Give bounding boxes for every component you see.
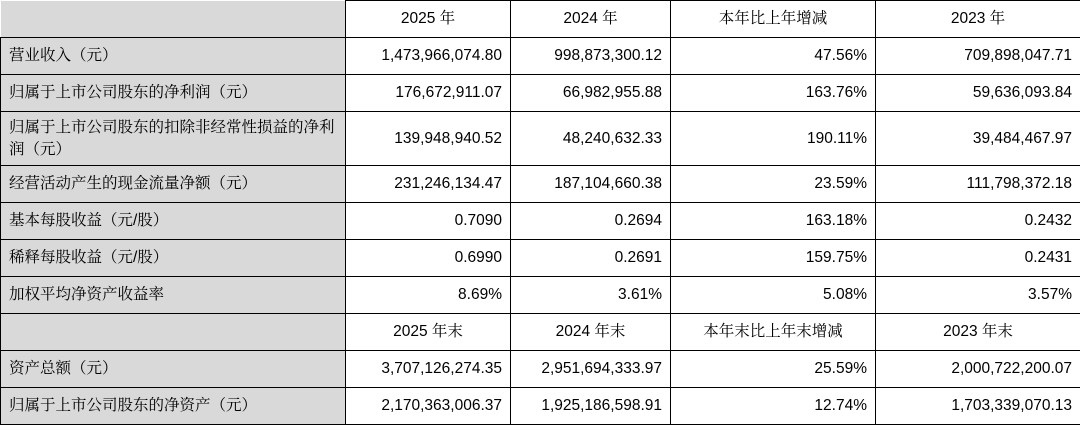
row-value-2025: 139,948,940.52 <box>346 112 511 166</box>
table-row <box>1 38 1080 75</box>
header-cell-2025: 2025 年 <box>346 1 511 38</box>
row-label: 加权平均净资产收益率 <box>1 277 346 314</box>
row-label: 稀释每股收益（元/股） <box>1 240 346 277</box>
header-cell-2023: 2023 年 <box>876 1 1080 38</box>
row-label: 归属于上市公司股东的净资产（元） <box>1 388 346 425</box>
row-value-change: 12.74% <box>671 388 876 425</box>
row-value-2023: 709,898,047.71 <box>876 38 1080 75</box>
row-value-2024-end: 2,951,694,333.97 <box>511 351 671 388</box>
row-value-2024-end: 1,925,186,598.91 <box>511 388 671 425</box>
table-row <box>1 203 1080 240</box>
row-value-2023: 0.2431 <box>876 240 1080 277</box>
row-value-2024: 48,240,632.33 <box>511 112 671 166</box>
row-value-change: 190.11% <box>671 112 876 166</box>
row-value-2023: 0.2432 <box>876 203 1080 240</box>
row-value-change: 163.18% <box>671 203 876 240</box>
row-value-2025: 0.7090 <box>346 203 511 240</box>
table-row <box>1 277 1080 314</box>
header-cell-2024: 2024 年 <box>511 1 671 38</box>
subheader-cell-change: 本年末比上年末增减 <box>671 314 876 351</box>
row-label: 经营活动产生的现金流量净额（元） <box>1 166 346 203</box>
table-header-row <box>1 1 1080 38</box>
row-value-2024: 0.2691 <box>511 240 671 277</box>
table-subheader-row <box>1 314 1080 351</box>
row-value-2023-end: 2,000,722,200.07 <box>876 351 1080 388</box>
row-value-change: 163.76% <box>671 75 876 112</box>
row-label: 基本每股收益（元/股） <box>1 203 346 240</box>
row-label: 营业收入（元） <box>1 38 346 75</box>
table-row <box>1 351 1080 388</box>
row-value-2024: 0.2694 <box>511 203 671 240</box>
row-label: 归属于上市公司股东的扣除非经常性损益的净利润（元） <box>1 112 346 166</box>
row-value-2023: 111,798,372.18 <box>876 166 1080 203</box>
table-row <box>1 75 1080 112</box>
table-row <box>1 112 1080 166</box>
row-value-change: 23.59% <box>671 166 876 203</box>
row-value-2024: 66,982,955.88 <box>511 75 671 112</box>
row-value-2023: 59,636,093.84 <box>876 75 1080 112</box>
row-value-2025: 176,672,911.07 <box>346 75 511 112</box>
row-value-2025: 8.69% <box>346 277 511 314</box>
row-value-2025-end: 2,170,363,006.37 <box>346 388 511 425</box>
row-value-2024: 998,873,300.12 <box>511 38 671 75</box>
row-value-change: 47.56% <box>671 38 876 75</box>
row-value-2023: 39,484,467.97 <box>876 112 1080 166</box>
table-row <box>1 166 1080 203</box>
table-row <box>1 388 1080 425</box>
row-value-change: 5.08% <box>671 277 876 314</box>
row-value-change: 159.75% <box>671 240 876 277</box>
row-value-2025: 1,473,966,074.80 <box>346 38 511 75</box>
row-value-2024: 187,104,660.38 <box>511 166 671 203</box>
row-value-2025: 231,246,134.47 <box>346 166 511 203</box>
table-row <box>1 240 1080 277</box>
row-value-change: 25.59% <box>671 351 876 388</box>
header-cell-change: 本年比上年增减 <box>671 1 876 38</box>
row-label: 资产总额（元） <box>1 351 346 388</box>
subheader-cell-2025-end: 2025 年末 <box>346 314 511 351</box>
subheader-cell-blank <box>1 314 346 351</box>
header-cell-blank <box>1 1 346 38</box>
row-value-2025: 0.6990 <box>346 240 511 277</box>
row-label: 归属于上市公司股东的净利润（元） <box>1 75 346 112</box>
row-value-2024: 3.61% <box>511 277 671 314</box>
subheader-cell-2023-end: 2023 年末 <box>876 314 1080 351</box>
subheader-cell-2024-end: 2024 年末 <box>511 314 671 351</box>
row-value-2023: 3.57% <box>876 277 1080 314</box>
row-value-2023-end: 1,703,339,070.13 <box>876 388 1080 425</box>
row-value-2025-end: 3,707,126,274.35 <box>346 351 511 388</box>
